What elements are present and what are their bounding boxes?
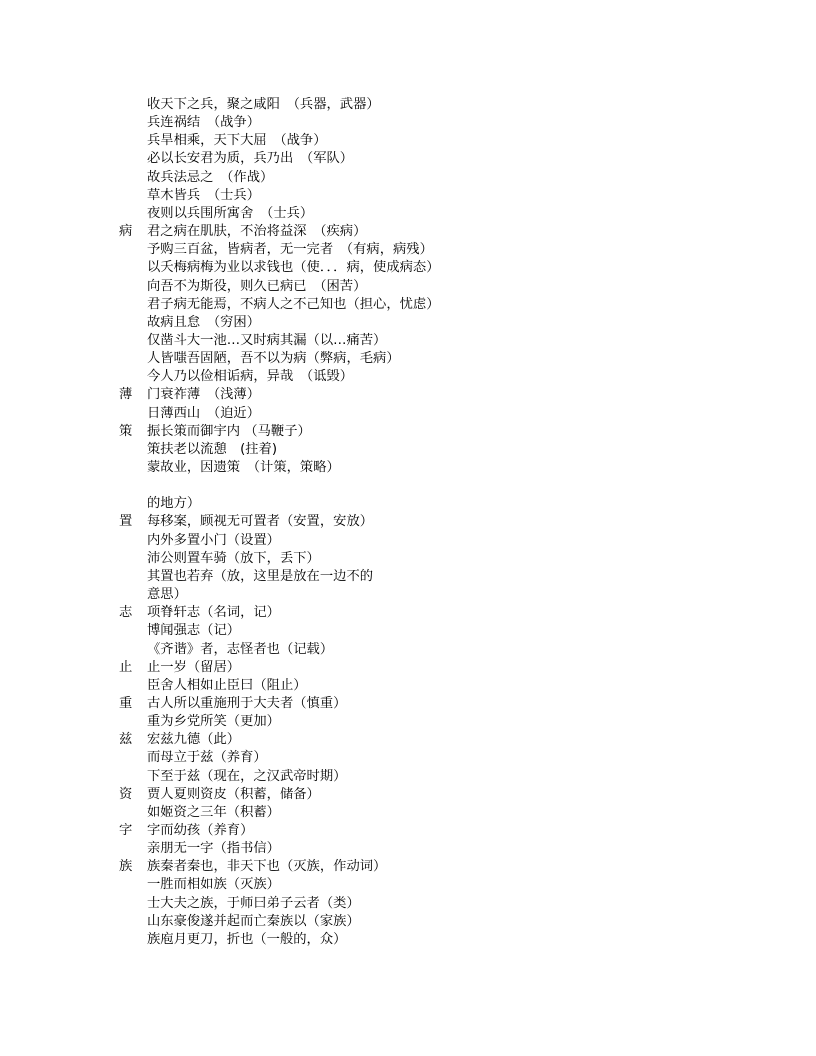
headword: 策 [119,423,133,439]
example-sentence: 以夭梅病梅为业以求钱也（使．．．病，使成病态） [147,260,440,276]
example-sentence: 博闻强志（记） [147,623,241,639]
example-sentence: 下至于兹（现在，之汉武帝时期） [147,768,347,784]
example-sentence: 人皆嗤吾固陋，吾不以为病（弊病，毛病） [147,351,400,367]
headword: 薄 [119,387,133,403]
example-sentence: 古人所以重施刑于大夫者（慎重） [147,695,347,711]
example-sentence: 夜则以兵围所寓舍 （士兵） [147,205,314,221]
example-sentence: 山东豪俊遂并起而亡秦族以（家族） [147,913,360,929]
example-sentence: 仅凿斗大一池…又时病其漏（以…痛苦） [147,332,387,348]
example-sentence: 而母立于兹（养育） [147,750,267,766]
example-sentence: 意思） [147,587,187,603]
example-sentence: 振长策而御宇内 （马鞭子） [147,423,311,439]
example-sentence: 兵连祸结 （战争） [147,115,261,131]
example-sentence: 族秦者秦也，非天下也（灭族，作动词） [147,859,387,875]
headword: 止 [119,659,133,675]
example-sentence: 重为乡党所笑（更加） [147,714,280,730]
example-sentence: 臣舍人相如止臣曰（阻止） [147,677,307,693]
example-sentence: 日薄西山 （迫近） [147,405,261,421]
example-sentence: 必以长安君为质，兵乃出 （军队） [147,151,354,167]
headword: 资 [119,786,133,802]
example-sentence: 宏兹九德（此） [147,732,241,748]
example-sentence: 贾人夏则资皮（积蓄，储备） [147,786,320,802]
headword: 重 [119,695,133,711]
example-sentence: 其置也若弃（放，这里是放在一边不的 [147,568,374,584]
example-sentence: 故病且怠 （穷困） [147,314,261,330]
example-sentence: 项脊轩志（名词，记） [147,605,280,621]
headword: 病 [119,224,133,240]
headword: 族 [119,859,133,875]
headword: 字 [119,823,133,838]
example-sentence: 《齐谐》者，志怪者也（记载） [147,641,334,657]
example-sentence: 君子病无能焉，不病人之不己知也（担心，忧虑） [147,296,440,312]
example-sentence: 的地方） [147,496,201,512]
example-sentence: 每移案，顾视无可置者（安置，安放） [147,514,374,530]
example-sentence: 亲朋无一字（指书信） [147,841,280,857]
example-sentence: 止一岁（留居） [147,659,241,675]
example-sentence: 予购三百盆，皆病者，无一完者 （有病，病残） [147,242,433,258]
example-sentence: 草木皆兵 （士兵） [147,187,261,203]
example-sentence: 君之病在肌肤，不治将益深 （疾病） [147,224,367,240]
example-sentence: 一胜而相如族（灭族） [147,877,280,893]
example-sentence: 沛公则置车骑（放下，丢下） [147,550,320,566]
example-sentence: 收天下之兵，聚之咸阳 （兵器，武器） [147,97,380,112]
example-sentence: 内外多置小门（设置） [147,532,280,548]
example-sentence: 士大夫之族，于师曰弟子云者（类） [147,895,360,911]
example-sentence: 字而幼孩（养育） [147,823,254,838]
example-sentence: 向吾不为斯役，则久已病已 （困苦） [147,278,367,294]
example-sentence: 如姬资之三年（积蓄） [147,804,280,820]
example-sentence: 族庖月更刀，折也（一般的，众） [147,931,347,947]
example-sentence: 蒙故业，因遗策 （计策，策略） [147,460,340,475]
example-sentence: 策扶老以流憩 (拄着) [147,441,278,457]
headword: 兹 [119,732,133,748]
example-sentence: 兵旱相乘，天下大屈 （战争） [147,133,327,149]
headword: 志 [119,605,133,621]
example-sentence: 门衰祚薄 （浅薄） [147,387,261,403]
example-sentence: 故兵法忌之 （作战） [147,169,274,185]
example-sentence: 今人乃以俭相诟病，异哉 （诋毁） [147,369,354,385]
headword: 置 [119,514,133,530]
